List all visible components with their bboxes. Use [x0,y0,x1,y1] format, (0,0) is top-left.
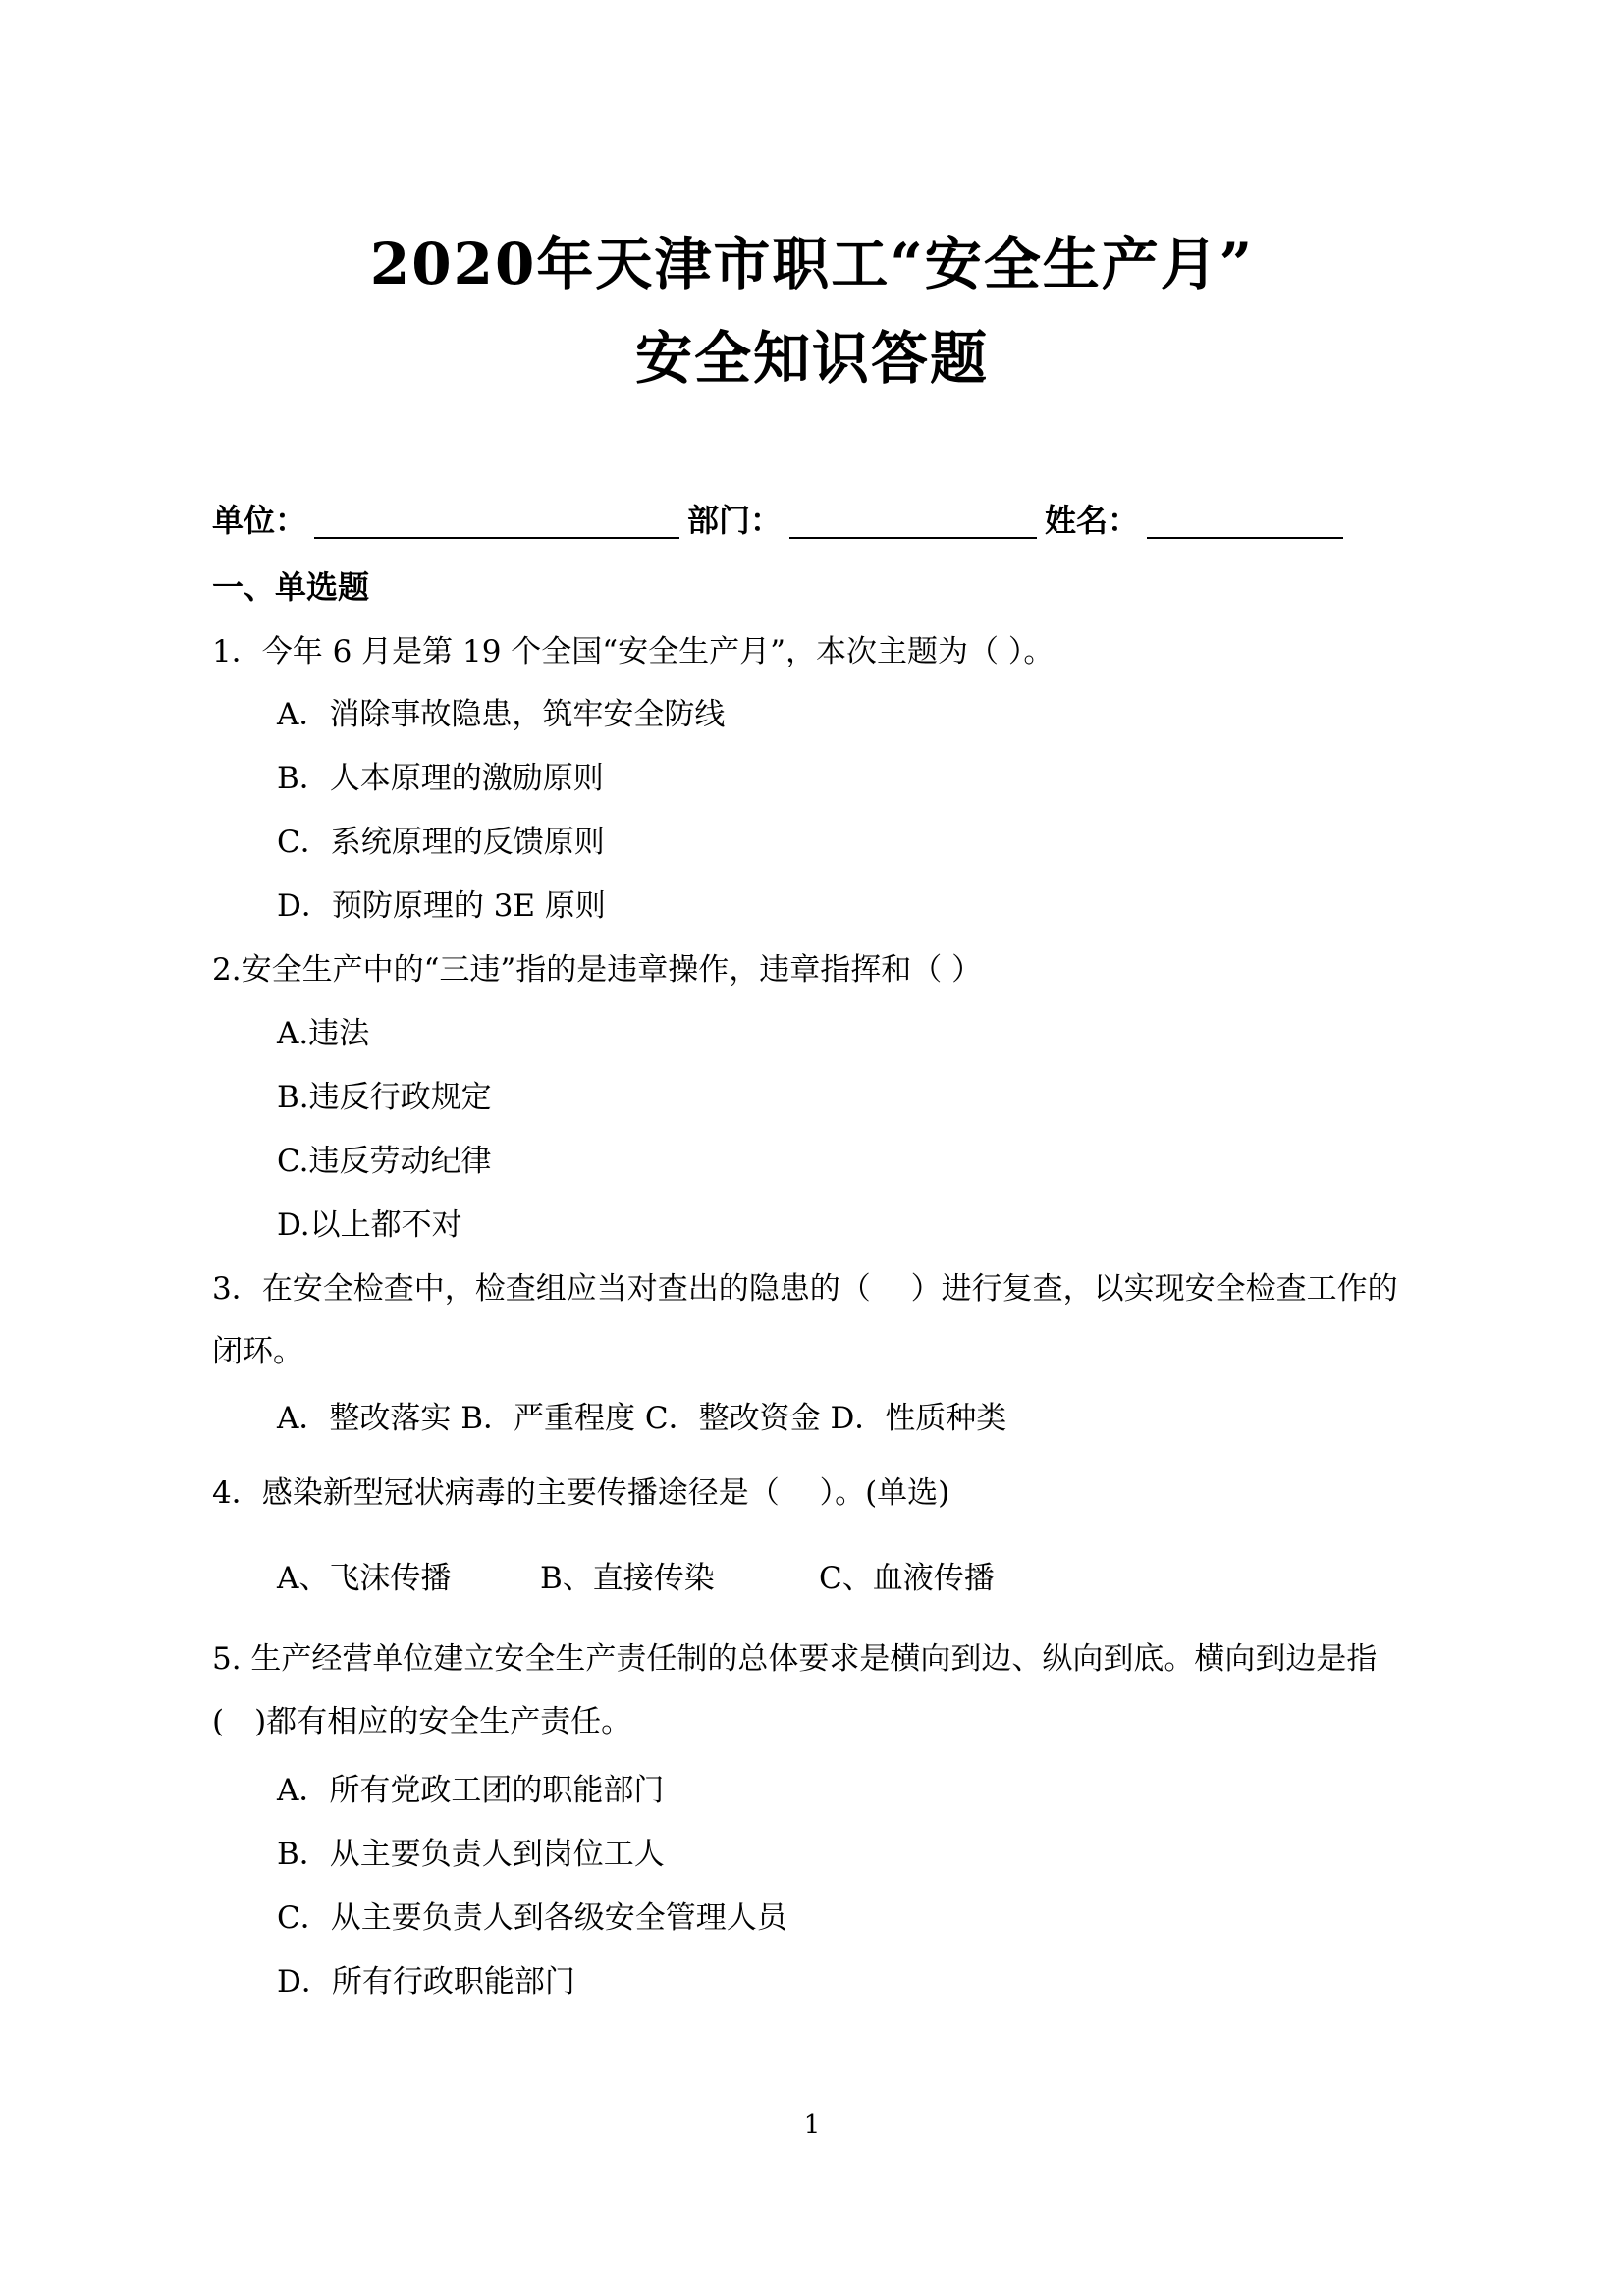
question-2: 2.安全生产中的“三违”指的是违章操作，违章指挥和（ ） [212,952,983,988]
question-1-option-c: C．系统原理的反馈原则 [277,825,605,860]
page-number: 1 [803,2110,821,2140]
question-1-option-a: A．消除事故隐患，筑牢安全防线 [277,697,726,732]
question-2-option-b: B.违反行政规定 [277,1080,492,1115]
unit-blank[interactable] [314,504,679,539]
question-4-option-c: C、血液传播 [819,1561,995,1596]
question-1-option-b: B．人本原理的激励原则 [277,761,604,796]
section-heading: 一、单选题 [212,568,370,606]
question-5-option-d: D．所有行政职能部门 [277,1964,575,2000]
question-4: 4．感染新型冠状病毒的主要传播途径是（ ）。(单选) [212,1475,950,1511]
name-blank[interactable] [1147,504,1343,539]
question-4-options [277,1555,995,1602]
question-1-option-d: D．预防原理的 3E 原则 [277,888,606,924]
question-4-option-b: B、直接传染 [540,1561,715,1596]
document-title-line1: 2020年天津市职工“安全生产月” [369,231,1255,297]
unit-label: 单位： [212,502,307,539]
name-label: 姓名： [1045,502,1140,539]
question-2-option-c: C.违反劳动纪律 [277,1144,492,1179]
info-fields [212,496,1351,541]
question-2-option-a: A.违法 [277,1016,370,1051]
question-5-option-b: B．从主要负责人到岗位工人 [277,1837,665,1872]
document-title-line2: 安全知识答题 [634,325,989,392]
question-3-options: A．整改落实 B．严重程度 C．整改资金 D．性质种类 [277,1401,1007,1436]
dept-label: 部门： [687,502,783,539]
question-5-option-c: C．从主要负责人到各级安全管理人员 [277,1900,787,1936]
question-5-option-a: A．所有党政工团的职能部门 [277,1773,665,1808]
question-3: 3．在安全检查中，检查组应当对查出的隐患的（ ）进行复查，以实现安全检查工作的闭环。 [212,1271,1398,1369]
question-1: 1．今年 6 月是第 19 个全国“安全生产月”，本次主题为（ ）。 [212,634,1055,669]
dept-blank[interactable] [789,504,1037,539]
question-5: 5. 生产经营单位建立安全生产责任制的总体要求是横向到边、纵向到底。横向到边是指( )都有相应的安全生产责任。 [212,1641,1378,1739]
question-2-option-d: D.以上都不对 [277,1207,462,1243]
question-4-option-a: A、飞沫传播 [277,1561,452,1596]
